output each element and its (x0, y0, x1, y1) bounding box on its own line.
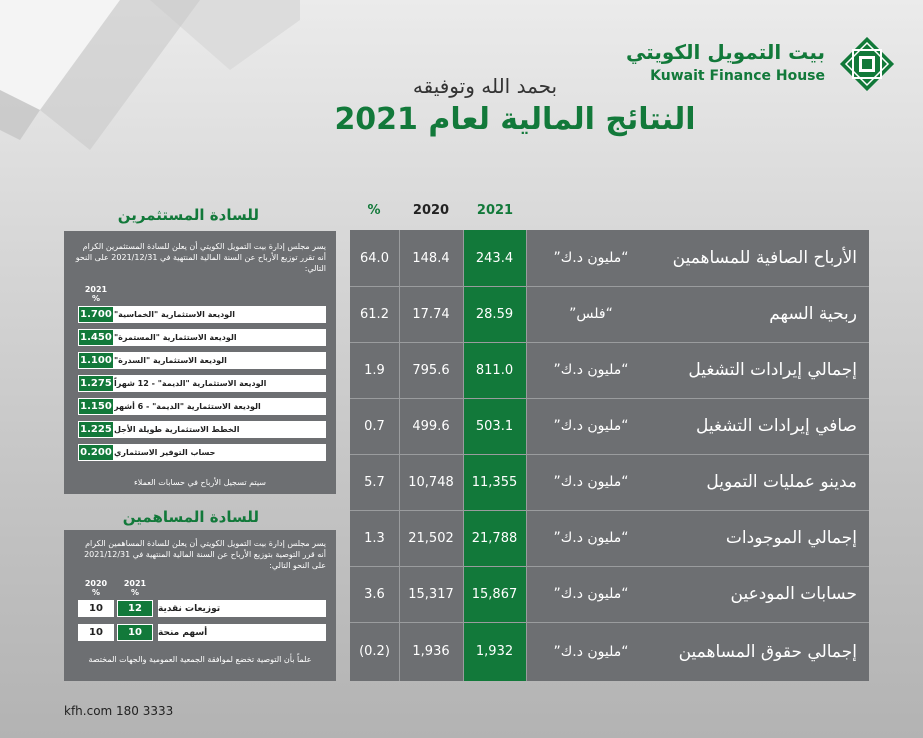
kfh-logo (625, 38, 895, 94)
investors-col-header: 2021 % (84, 285, 108, 303)
page-subtitle: بحمد الله وتوفيقه (412, 74, 558, 98)
row-unit: “فلس” (569, 306, 613, 322)
shareholders-value-2020: 10 (78, 600, 114, 617)
results-table (350, 230, 869, 681)
shareholders-value-2021: 12 (117, 600, 153, 617)
shareholders-note: علماً بأن التوصية تخضع لموافقة الجمعية العمومية والجهات المختصة (88, 655, 312, 664)
investors-note: سيتم تسجيل الأرباح في حسابات العملاء (134, 478, 266, 487)
page-title: النتائج المالية لعام 2021 (334, 102, 696, 137)
investors-product: الوديعة الاستثمارية "الديمة" - 12 شهراً (114, 375, 326, 392)
shareholders-col-2020: 2020 % (84, 579, 108, 597)
investors-product: حساب التوفير الاستثماري (114, 444, 326, 461)
row-unit: “مليون د.ك” (553, 530, 629, 546)
row-label: إجمالي إيرادات التشغيل (688, 360, 857, 380)
brand-name-arabic: بيت التمويل الكويتي (625, 40, 825, 64)
row-label: حسابات المودعين (730, 584, 857, 604)
row-2021: 28.59 (475, 306, 514, 322)
row-2020: 10,748 (408, 474, 454, 490)
row-2021: 21,788 (471, 530, 518, 546)
row-2020: 499.6 (412, 418, 450, 434)
row-2021: 11,355 (471, 474, 518, 490)
row-unit: “مليون د.ك” (553, 643, 629, 660)
shareholders-col-2021: 2021 % (123, 579, 147, 597)
investors-product: الوديعة الاستثمارية "المستمرة" (114, 329, 326, 346)
kfh-emblem-icon (839, 36, 895, 92)
row-label: ربحية السهم (769, 304, 857, 324)
decorative-background-shape (0, 0, 300, 180)
row-pct: 61.2 (360, 306, 389, 322)
investors-panel (64, 231, 336, 494)
footer-contact: kfh.com 180 3333 (64, 704, 174, 718)
row-pct: 0.7 (364, 418, 385, 434)
row-pct: (0.2) (359, 644, 390, 659)
row-label: إجمالي الموجودات (725, 528, 857, 548)
investors-product: الوديعة الاستثمارية "الخماسية" (114, 306, 326, 323)
row-unit: “مليون د.ك” (553, 418, 629, 434)
row-2021: 15,867 (471, 586, 518, 602)
row-2020: 795.6 (412, 362, 450, 378)
row-2020: 17.74 (412, 306, 450, 322)
investors-product: الخطط الاستثمارية طويلة الأجل (114, 421, 326, 438)
row-2021: 243.4 (475, 250, 514, 266)
row-2020: 15,317 (408, 586, 454, 602)
investors-intro: يسر مجلس إدارة بيت التمويل الكويتي أن يعلن للسادة المستثمرين الكرام أنه تقرر توزيع الأرباح عن السنة المالية المنتهية في 2021/12/31 على النحو التالي: (75, 242, 326, 273)
investors-rate: 1.100 (78, 352, 114, 369)
row-unit: “مليون د.ك” (553, 362, 629, 378)
investors-rate: 1.225 (78, 421, 114, 438)
row-label: مدينو عمليات التمويل (706, 472, 857, 492)
shareholders-value-2021: 10 (117, 624, 153, 641)
row-pct: 3.6 (364, 586, 385, 602)
row-2020: 148.4 (412, 250, 450, 266)
row-pct: 64.0 (360, 250, 389, 266)
shareholders-value-2020: 10 (78, 624, 114, 641)
shareholders-title: للسادة المساهمين (122, 508, 259, 526)
investors-rate: 1.700 (78, 306, 114, 323)
row-label: صافي إيرادات التشغيل (696, 416, 857, 436)
header-2020: 2020 (412, 203, 450, 218)
shareholders-intro: يسر مجلس إدارة بيت التمويل الكويتي أن يعلن للسادة المساهمين الكرام أنه قرر التوصية بتوزيع الأرباح عن السنة المالية المنتهية في 2021/12/31 على النحو التالي: (84, 539, 326, 570)
investors-rate: 0.200 (78, 444, 114, 461)
row-label: الأرباح الصافية للمساهمين (672, 248, 857, 268)
investors-rate: 1.150 (78, 398, 114, 415)
row-unit: “مليون د.ك” (553, 586, 629, 602)
row-unit: “مليون د.ك” (553, 474, 629, 490)
investors-title: للسادة المستثمرين (117, 206, 259, 224)
row-2021: 811.0 (475, 362, 514, 378)
row-unit: “مليون د.ك” (553, 250, 629, 266)
shareholders-item: توزيعات نقدية (158, 600, 326, 617)
row-pct: 1.9 (364, 362, 385, 378)
header-percent: % (367, 203, 381, 218)
investors-product: الوديعة الاستثمارية "السدرة" (114, 352, 326, 369)
investors-rate: 1.275 (78, 375, 114, 392)
investors-rate: 1.450 (78, 329, 114, 346)
shareholders-item: أسهم منحة (158, 624, 326, 641)
investors-product: الوديعة الاستثمارية "الديمة" - 6 أشهر (114, 398, 326, 415)
brand-name-english: Kuwait Finance House (650, 68, 825, 84)
row-2021: 503.1 (475, 418, 514, 434)
row-pct: 1.3 (364, 530, 385, 546)
row-label: إجمالي حقوق المساهمين (678, 641, 857, 662)
header-2021: 2021 (476, 203, 514, 218)
row-2020: 1,936 (412, 644, 450, 659)
row-pct: 5.7 (364, 474, 385, 490)
row-2020: 21,502 (408, 530, 454, 546)
row-2021: 1,932 (475, 644, 514, 659)
shareholders-panel (64, 530, 336, 681)
